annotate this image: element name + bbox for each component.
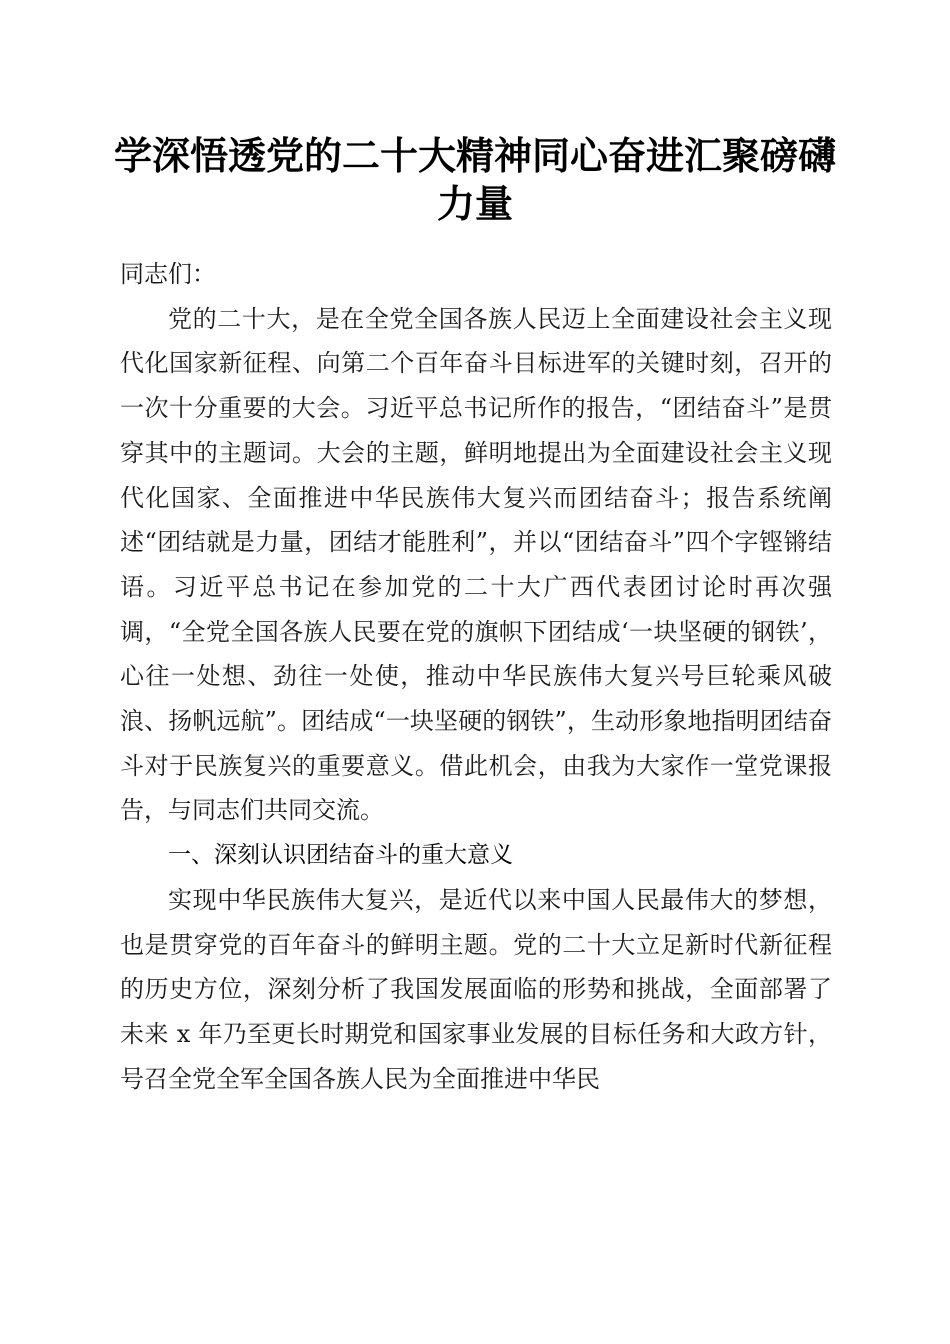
paragraph-intro: 党的二十大，是在全党全国各族人民迈上全面建设社会主义现代化国家新征程、向第二个百年奋斗目标进军的关键时刻，召开的一次十分重要的大会。习近平总书记所作的报告，“团结奋斗”是贯穿其中的主题词。大会的主题，鲜明地提出为全面建设社会主义现代化国家、全面推进中华民族伟大复兴而团结奋斗；报告系统阐述“团结就是力量，团结才能胜利”，并以“团结奋斗”四个字铿锵结语。习近平总书记在参加党的二十大广西代表团讨论时再次强调，“全党全国各族人民要在党的旗帜下团结成‘一块坚硬的钢铁’，心往一处想、劲往一处使，推动中华民族伟大复兴号巨轮乘风破浪、扬帆远航”。团结成“一块坚硬的钢铁”，生动形象地指明团结奋斗对于民族复兴的重要意义。借此机会，由我为大家作一堂党课报告，与同志们共同交流。 <box>120 304 832 825</box>
salutation: 同志们： <box>120 260 216 288</box>
document-body <box>120 252 832 1101</box>
document-title: 学深悟透党的二十大精神同心奋进汇聚磅礴力量 <box>113 133 836 226</box>
section-heading-1: 一、深刻认识团结奋斗的重大意义 <box>168 842 513 869</box>
paragraph-section-1: 实现中华民族伟大复兴，是近代以来中国人民最伟大的梦想，也是贯穿党的百年奋斗的鲜明主题。党的二十大立足新时代新征程的历史方位，深刻分析了我国发展面临的形势和挑战，全面部署了未来 x 年乃至更长时期党和国家事业发展的目标任务和大政方针，号召全党全军全国各族人民为全面推进中华民 <box>120 885 832 1093</box>
